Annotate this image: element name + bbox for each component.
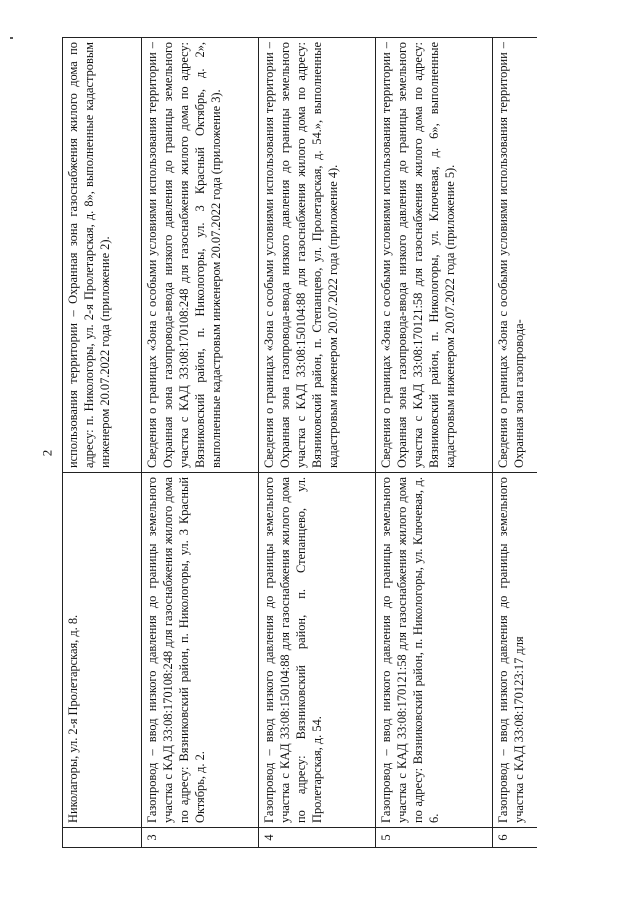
row-number: 6: [493, 828, 538, 848]
table-row: [376, 38, 493, 848]
info-cell: Сведения о границах «Зона с особыми условиями использования территории – Охранная зона газопровода-ввода низкого давления до границы земельного участка с КАД 33:08:170108:248 для газоснабжения жилого дома по адресу: Вязниковский район, п. Никологоры, ул. 3 Красный Октябрь, д. 2», выполненные кадастровым инженером 20.07.2022 года (приложение 3).: [142, 38, 259, 473]
object-cell: Газопровод – ввод низкого давления до границы земельного участка с КАД 33:08:170108:248 для газоснабжения жилого дома по адресу: Вязниковский район, п. Никологоры, ул. 3 Красный Октябрь, д. 2.: [142, 473, 259, 828]
row-number: [63, 828, 142, 848]
page-number: 2: [39, 449, 55, 457]
info-cell: Сведения о границах «Зона с особыми условиями использования территории – Охранная зона газопровода-: [493, 38, 538, 473]
row-number: 4: [259, 828, 376, 848]
zones-table: [62, 37, 537, 848]
table-row: [493, 38, 538, 848]
document-table-rotated: [62, 38, 548, 848]
info-cell: Сведения о границах «Зона с особыми условиями использования территории – Охранная зона газопровода-ввода низкого давления до границы земельного участка с КАД 33:08:150104:88 для газоснабжения жилого дома по адресу: Вязниковский район, п. Степанцево, ул. Пролетарская, д. 54.», выполненные кадастровым инженером 20.07.2022 года (приложение 4).: [259, 38, 376, 473]
object-cell: Газопровод – ввод низкого давления до границы земельного участка с КАД 33:08:170121:58 для газоснабжения жилого дома по адресу: Вязниковский район, п. Никологоры, ул. Ключевая, д. 6.: [376, 473, 493, 828]
info-cell: Сведения о границах «Зона с особыми условиями использования территории – Охранная зона газопровода-ввода низкого давления до границы земельного участка с КАД 33:08:170121:58 для газоснабжения жилого дома по адресу: Вязниковский район, п. Никологоры, ул. Ключевая, д. 6», выполненные кадастровым инженером 20.07.2022 года (приложение 5).: [376, 38, 493, 473]
object-cell: Газопровод – ввод низкого давления до границы земельного участка с КАД 33:08:170123:17 для: [493, 473, 538, 828]
object-cell: Газопровод – ввод низкого давления до границы земельного участка с КАД 33:08:150104:88 для газоснабжения жилого дома по адресу: Вязниковский район, п. Степанцево, ул. Пролетарская, д. 54.: [259, 473, 376, 828]
table-row: [63, 38, 142, 848]
object-cell: Николагоры, ул. 2-я Пролетарская, д. 8.: [63, 473, 142, 828]
scan-speck: [10, 37, 13, 39]
table-row: [142, 38, 259, 848]
info-cell: использования территории – Охранная зона газоснабжения жилого дома по адресу: п. Никологоры, ул. 2-я Пролетарская, д. 8», выполненные кадастровым инженером 20.07.2022 года (приложение 2).: [63, 38, 142, 473]
table-row: [259, 38, 376, 848]
row-number: 5: [376, 828, 493, 848]
row-number: 3: [142, 828, 259, 848]
